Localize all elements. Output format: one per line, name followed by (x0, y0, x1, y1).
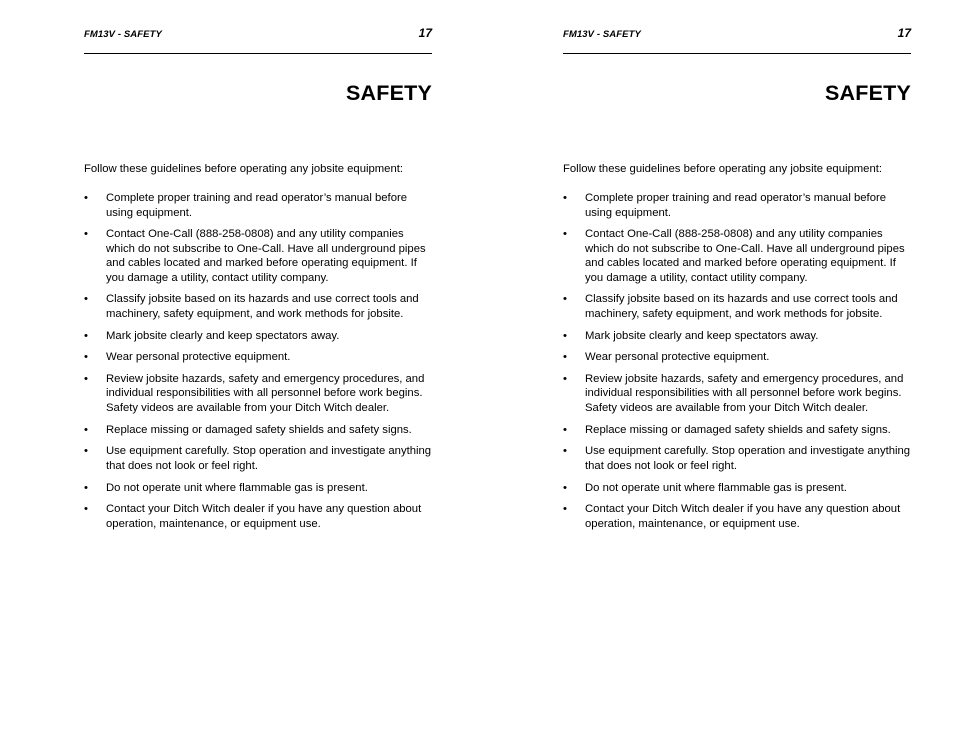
bullet-icon: • (563, 445, 567, 458)
list-item-text: Contact One-Call (888-258-0808) and any utility companies which do not subscribe to One-Call. Have all underground pipes and cables located and marked before operating equipment. If you damage a utility, contact utility company. (106, 228, 426, 284)
list-item-text: Use equipment carefully. Stop operation and investigate anything that does not look or feel right. (106, 445, 432, 472)
list-item-text: Contact your Ditch Witch dealer if you have any question about operation, maintenance, or equipment use. (585, 503, 901, 530)
bullet-icon: • (84, 228, 88, 241)
list-item-text: Complete proper training and read operator’s manual before using equipment. (585, 192, 887, 219)
list-item (84, 423, 432, 438)
bullet-icon: • (84, 481, 88, 494)
list-item-text: Review jobsite hazards, safety and emergency procedures, and individual responsibilities with all personnel before work begins. Safety videos are available from your Ditch Witch dealer. (585, 372, 904, 414)
list-item-text: Do not operate unit where flammable gas is present. (585, 481, 847, 494)
safety-guidelines-list (563, 191, 911, 538)
header-label: FM13V - SAFETY (84, 29, 162, 40)
list-item (84, 292, 432, 321)
list-item-text: Mark jobsite clearly and keep spectators away. (106, 329, 340, 342)
page-number: 17 (418, 26, 432, 40)
header-rule (563, 53, 911, 54)
list-item (563, 372, 911, 416)
page-number: 17 (897, 26, 911, 40)
intro-text: Follow these guidelines before operating any jobsite equipment: (563, 163, 883, 175)
list-item (84, 329, 432, 344)
page-header (563, 26, 911, 42)
bullet-icon: • (563, 372, 567, 385)
bullet-icon: • (84, 192, 88, 204)
list-item (563, 423, 911, 438)
list-item (84, 502, 432, 531)
list-item-text: Classify jobsite based on its hazards and use correct tools and machinery, safety equipment, and work methods for jobsite. (106, 293, 419, 320)
header-label: FM13V - SAFETY (563, 29, 641, 40)
list-item (563, 191, 911, 220)
list-item-text: Review jobsite hazards, safety and emergency procedures, and individual responsibilities with all personnel before work begins. Safety videos are available from your Ditch Witch dealer. (106, 372, 425, 414)
bullet-icon: • (563, 351, 567, 364)
list-item (563, 350, 911, 365)
list-item (563, 481, 911, 496)
list-item-text: Wear personal protective equipment. (585, 351, 770, 364)
right-page (563, 0, 911, 738)
list-item (563, 444, 911, 473)
bullet-icon: • (563, 423, 567, 436)
intro-text: Follow these guidelines before operating any jobsite equipment: (84, 163, 404, 175)
list-item-text: Replace missing or damaged safety shields and safety signs. (585, 423, 891, 436)
page-title: SAFETY (345, 81, 432, 105)
list-item (563, 502, 911, 531)
page-title: SAFETY (824, 81, 911, 105)
bullet-icon: • (563, 293, 567, 306)
safety-guidelines-list (84, 191, 432, 538)
bullet-icon: • (84, 423, 88, 436)
list-item (563, 292, 911, 321)
page-header (84, 26, 432, 42)
list-item (84, 372, 432, 416)
list-item-text: Contact One-Call (888-258-0808) and any utility companies which do not subscribe to One-Call. Have all underground pipes and cables located and marked before operating equipment. If you damage a utility, contact utility company. (585, 228, 905, 284)
list-item (563, 329, 911, 344)
list-item (84, 481, 432, 496)
bullet-icon: • (563, 192, 567, 204)
list-item (84, 191, 432, 220)
bullet-icon: • (563, 228, 567, 241)
list-item-text: Contact your Ditch Witch dealer if you have any question about operation, maintenance, or equipment use. (106, 503, 422, 530)
list-item-text: Do not operate unit where flammable gas is present. (106, 481, 368, 494)
bullet-icon: • (84, 503, 88, 516)
list-item (563, 227, 911, 285)
list-item-text: Replace missing or damaged safety shields and safety signs. (106, 423, 412, 436)
list-item-text: Classify jobsite based on its hazards and use correct tools and machinery, safety equipment, and work methods for jobsite. (585, 293, 898, 320)
bullet-icon: • (563, 481, 567, 494)
list-item (84, 444, 432, 473)
list-item-text: Complete proper training and read operator’s manual before using equipment. (106, 192, 408, 219)
bullet-icon: • (84, 293, 88, 306)
bullet-icon: • (84, 445, 88, 458)
list-item-text: Mark jobsite clearly and keep spectators away. (585, 329, 819, 342)
list-item-text: Use equipment carefully. Stop operation and investigate anything that does not look or feel right. (585, 445, 911, 472)
bullet-icon: • (84, 329, 88, 342)
bullet-icon: • (563, 329, 567, 342)
list-item (84, 350, 432, 365)
bullet-icon: • (563, 503, 567, 516)
bullet-icon: • (84, 372, 88, 385)
left-page (84, 0, 432, 738)
list-item (84, 227, 432, 285)
header-rule (84, 53, 432, 54)
list-item-text: Wear personal protective equipment. (106, 351, 291, 364)
bullet-icon: • (84, 351, 88, 364)
